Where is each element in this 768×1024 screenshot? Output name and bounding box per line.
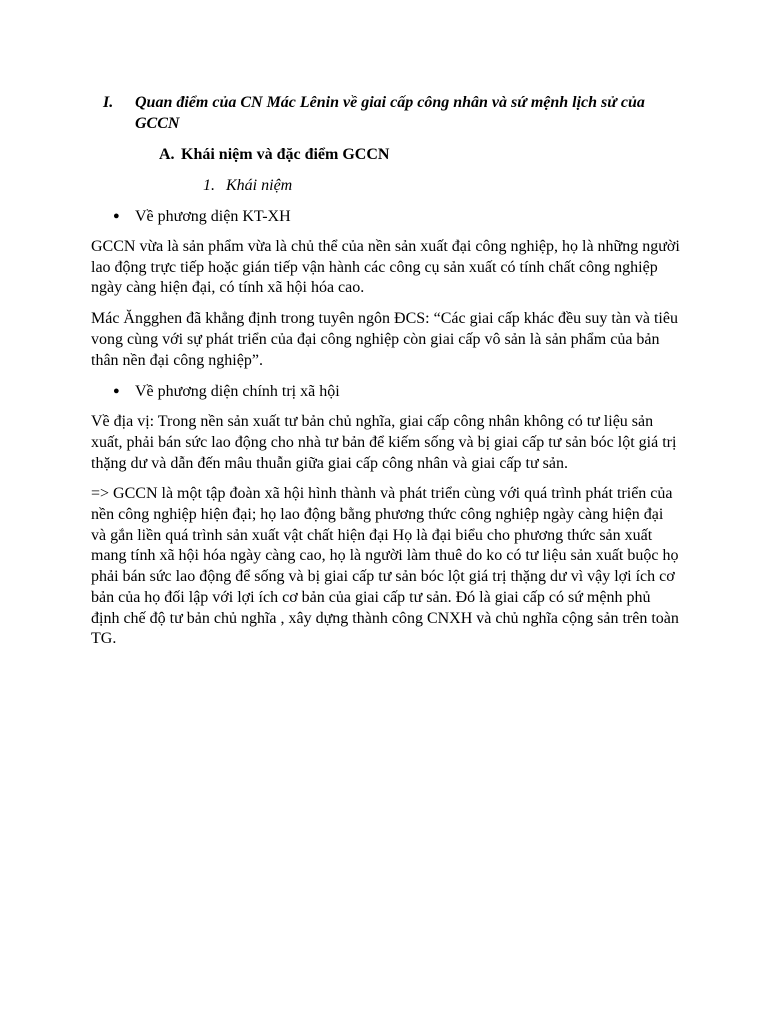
paragraph: Về địa vị: Trong nền sản xuất tư bản chủ nghĩa, giai cấp công nhân không có tư liệu sản xuất, phải bán sức lao động cho nhà tư bản để kiếm sống và bị giai cấp tư sản bóc lột giá trị thặng dư và dẫn đến mâu thuẫn giữa giai cấp công nhân và giai cấp tư sản. <box>91 413 677 472</box>
heading-number: I. <box>103 94 114 111</box>
heading-text: Khái niệm <box>226 177 293 194</box>
paragraph: => GCCN là một tập đoàn xã hội hình thành và phát triển cùng với quá trình phát triển của nền công nghiệp hiện đại; họ lao động bằng phương thức công nghiệp ngày càng hiện đại và gắn liền quá trình sản xuất vật chất hiện đại Họ là đại biểu cho phương thức sản xuất mang tính xã hội hóa ngày càng cao, họ là người làm thuê do ko có tư liệu sản xuất buộc họ phải bán sức lao động để sống và bị giai cấp tư sản bóc lột giá trị thặng dư vì vậy lợi ích cơ bản của họ đối lập với lợi ích cơ bản của giai cấp tư sản. Đó là giai cấp có sứ mệnh phủ định chế độ tư bản chủ nghĩa , xây dựng thành công CNXH và chủ nghĩa cộng sản trên toàn TG. <box>91 485 679 648</box>
bullet-icon: ● <box>113 210 120 222</box>
heading-number: A. <box>159 146 175 163</box>
heading-number: 1. <box>203 177 215 194</box>
bullet-item <box>91 206 681 227</box>
heading-text: Khái niệm và đặc điểm GCCN <box>181 146 390 163</box>
bullet-icon: ● <box>113 385 120 398</box>
paragraph: Mác Ăngghen đã khẳng định trong tuyên ngôn ĐCS: “Các giai cấp khác đều suy tàn và tiêu vong cùng với sự phát triển của đại công nghiệp còn giai cấp vô sản là sản phẩm của bản thân nền đại công nghiệp”. <box>91 310 678 369</box>
section-heading-roman <box>91 92 681 134</box>
paragraph: GCCN vừa là sản phẩm vừa là chủ thể của nền sản xuất đại công nghiệp, họ là những người lao động trực tiếp hoặc gián tiếp vận hành các công cụ sản xuất có tính chất công nghiệp ngày càng hiện đại, có tính xã hội hóa cao. <box>91 238 680 297</box>
bullet-item <box>91 381 681 402</box>
document-body <box>91 92 681 660</box>
bullet-text: Về phương diện chính trị xã hội <box>135 383 340 401</box>
heading-text: Quan điểm của CN Mác Lênin về giai cấp công nhân và sứ mệnh lịch sử của GCCN <box>135 94 645 132</box>
subsection-heading-numbered <box>91 175 681 196</box>
subsection-heading-letter <box>91 144 681 165</box>
bullet-text: Về phương diện KT-XH <box>135 208 291 225</box>
